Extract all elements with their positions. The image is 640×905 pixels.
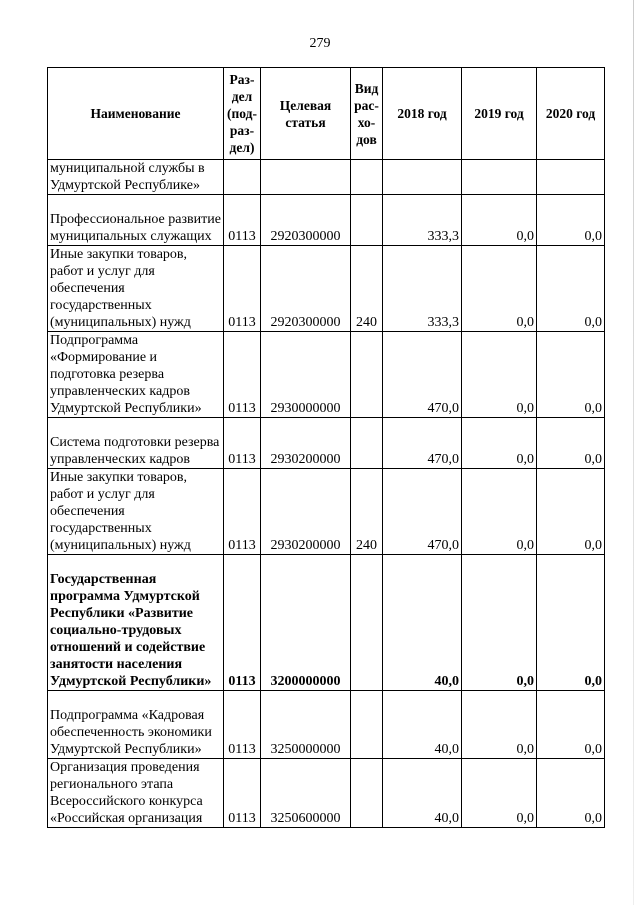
cell-expense-type <box>351 332 383 418</box>
cell-2020: 0,0 <box>537 469 605 555</box>
cell-2019: 0,0 <box>462 759 537 828</box>
cell-name: Иные закупки товаров, работ и услуг для обеспечения государственных (муниципальных) нужд <box>48 469 224 555</box>
table-body <box>48 160 605 828</box>
table-row <box>48 160 605 195</box>
cell-2018: 470,0 <box>383 469 462 555</box>
cell-section: 0113 <box>224 759 261 828</box>
table-row <box>48 246 605 332</box>
cell-name: Профессиональное развитие муниципальных служащих <box>48 195 224 246</box>
cell-target-article <box>261 160 351 195</box>
table-row <box>48 195 605 246</box>
cell-2019: 0,0 <box>462 332 537 418</box>
cell-section: 0113 <box>224 195 261 246</box>
cell-target-article: 3250000000 <box>261 691 351 759</box>
cell-expense-type <box>351 759 383 828</box>
table-row <box>48 555 605 691</box>
cell-2018: 333,3 <box>383 195 462 246</box>
cell-expense-type: 240 <box>351 246 383 332</box>
cell-2020: 0,0 <box>537 759 605 828</box>
cell-expense-type <box>351 691 383 759</box>
cell-2018 <box>383 160 462 195</box>
cell-expense-type <box>351 555 383 691</box>
cell-2019: 0,0 <box>462 469 537 555</box>
cell-2020 <box>537 160 605 195</box>
cell-2018: 470,0 <box>383 332 462 418</box>
cell-section: 0113 <box>224 469 261 555</box>
header-target-article: Целевая статья <box>261 68 351 160</box>
cell-2020: 0,0 <box>537 246 605 332</box>
cell-2020: 0,0 <box>537 332 605 418</box>
header-expense-type: Вид рас- хо- дов <box>351 68 383 160</box>
cell-section: 0113 <box>224 246 261 332</box>
budget-table <box>47 67 605 828</box>
cell-section: 0113 <box>224 691 261 759</box>
header-2020: 2020 год <box>537 68 605 160</box>
cell-section: 0113 <box>224 555 261 691</box>
cell-expense-type <box>351 160 383 195</box>
cell-section: 0113 <box>224 332 261 418</box>
cell-2019: 0,0 <box>462 691 537 759</box>
cell-2019: 0,0 <box>462 418 537 469</box>
cell-expense-type <box>351 195 383 246</box>
cell-2020: 0,0 <box>537 555 605 691</box>
table-row <box>48 759 605 828</box>
table-header-row <box>48 68 605 160</box>
cell-2020: 0,0 <box>537 691 605 759</box>
cell-expense-type <box>351 418 383 469</box>
cell-name: Организация проведения регионального этапа Всероссийского конкурса «Российская организация <box>48 759 224 828</box>
scan-edge-line <box>633 0 634 905</box>
table-row <box>48 418 605 469</box>
cell-name: Иные закупки товаров, работ и услуг для обеспечения государственных (муниципальных) нужд <box>48 246 224 332</box>
cell-section: 0113 <box>224 418 261 469</box>
cell-expense-type: 240 <box>351 469 383 555</box>
header-2018: 2018 год <box>383 68 462 160</box>
cell-target-article: 2920300000 <box>261 246 351 332</box>
cell-target-article: 3250600000 <box>261 759 351 828</box>
cell-2018: 40,0 <box>383 555 462 691</box>
cell-2018: 40,0 <box>383 691 462 759</box>
header-name: Наименование <box>48 68 224 160</box>
cell-target-article: 2930200000 <box>261 469 351 555</box>
cell-2019: 0,0 <box>462 195 537 246</box>
cell-2019: 0,0 <box>462 246 537 332</box>
table-row <box>48 469 605 555</box>
cell-2020: 0,0 <box>537 195 605 246</box>
cell-target-article: 2920300000 <box>261 195 351 246</box>
cell-2018: 40,0 <box>383 759 462 828</box>
table-row <box>48 332 605 418</box>
header-section: Раз- дел (под- раз- дел) <box>224 68 261 160</box>
cell-target-article: 2930200000 <box>261 418 351 469</box>
cell-name: Подпрограмма «Кадровая обеспеченность экономики Удмуртской Республики» <box>48 691 224 759</box>
header-2019: 2019 год <box>462 68 537 160</box>
cell-2018: 470,0 <box>383 418 462 469</box>
cell-section <box>224 160 261 195</box>
cell-name: Подпрограмма «Формирование и подготовка резерва управленческих кадров Удмуртской Республики» <box>48 332 224 418</box>
cell-target-article: 2930000000 <box>261 332 351 418</box>
cell-name: Государственная программа Удмуртской Республики «Развитие социально-трудовых отношений и содействие занятости населения Удмуртской Республики» <box>48 555 224 691</box>
cell-2018: 333,3 <box>383 246 462 332</box>
page-number: 279 <box>309 36 331 51</box>
cell-2019: 0,0 <box>462 555 537 691</box>
cell-name: Система подготовки резерва управленческих кадров <box>48 418 224 469</box>
table-row <box>48 691 605 759</box>
cell-2019 <box>462 160 537 195</box>
cell-name: муниципальной службы в Удмуртской Республике» <box>48 160 224 195</box>
cell-target-article: 3200000000 <box>261 555 351 691</box>
cell-2020: 0,0 <box>537 418 605 469</box>
